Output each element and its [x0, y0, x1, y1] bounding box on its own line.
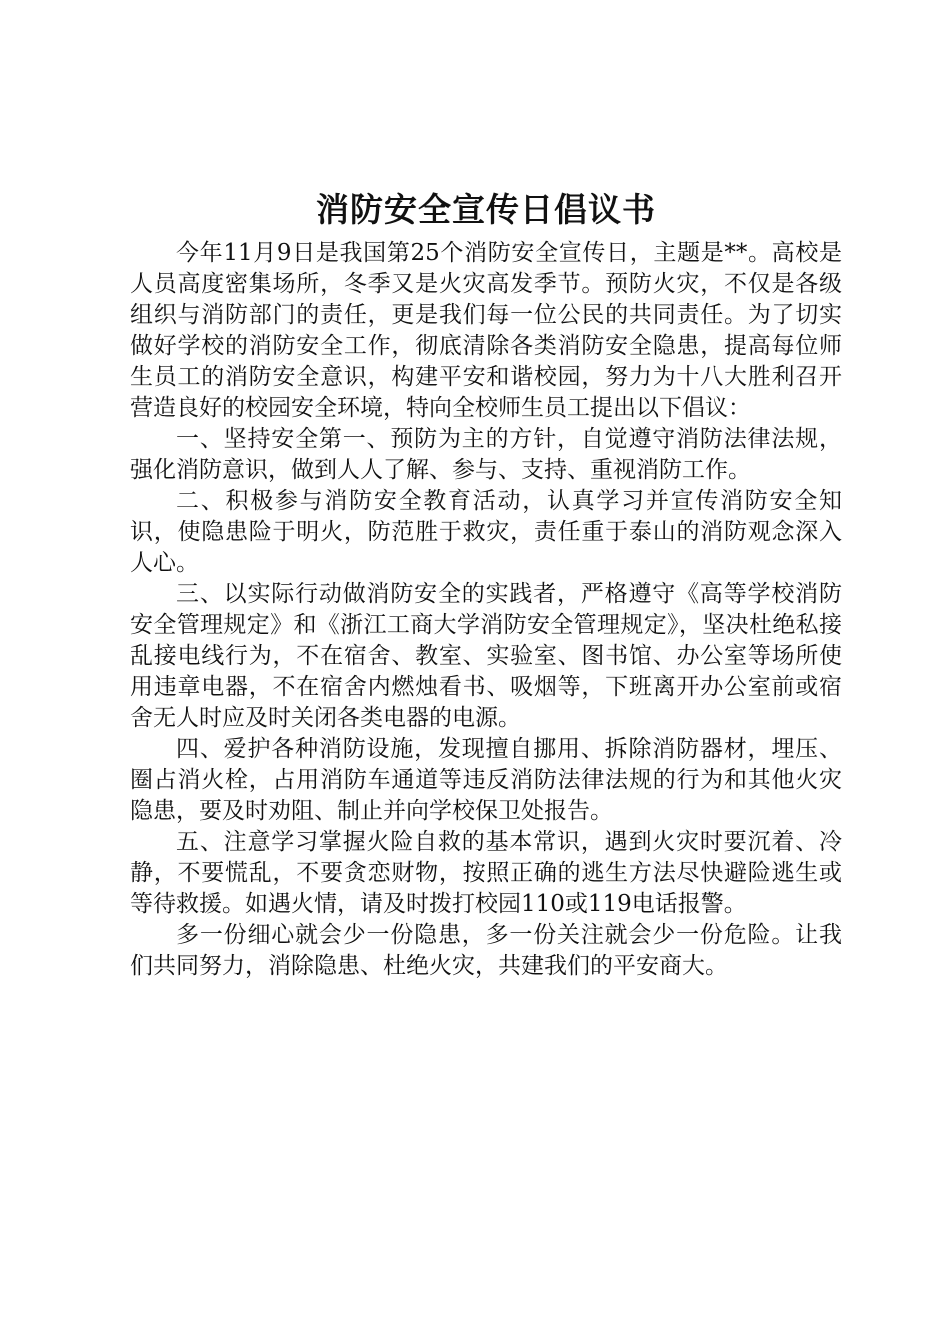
- document-title: 消防安全宣传日倡议书: [316, 190, 656, 229]
- paragraph-intro: 今年11月9日是我国第25个消防安全宣传日，主题是**。高校是人员高度密集场所，冬季又是火灾高发季节。预防火灾，不仅是各级组织与消防部门的责任，更是我们每一位公民的共同责任。为了切实做好学校的消防安全工作，彻底清除各类消防安全隐患，提高每位师生员工的消防安全意识，构建平安和谐校园，努力为十八大胜利召开营造良好的校园安全环境，特向全校师生员工提出以下倡议：: [130, 240, 842, 421]
- paragraph-item-2: 二、积极参与消防安全教育活动，认真学习并宣传消防安全知识，使隐患险于明火，防范胜于救灾，责任重于泰山的消防观念深入人心。: [130, 488, 842, 576]
- paragraph-item-3: 三、以实际行动做消防安全的实践者，严格遵守《高等学校消防安全管理规定》和《浙江工商大学消防安全管理规定》，坚决杜绝私接乱接电线行为，不在宿舍、教室、实验室、图书馆、办公室等场所使用违章电器，不在宿舍内燃烛看书、吸烟等，下班离开办公室前或宿舍无人时应及时关闭各类电器的电源。: [130, 581, 842, 731]
- paragraph-item-5: 五、注意学习掌握火险自救的基本常识，遇到火灾时要沉着、冷静，不要慌乱，不要贪恋财物，按照正确的逃生方法尽快避险逃生或等待救援。如遇火情，请及时拨打校园110或119电话报警。: [130, 829, 842, 917]
- document-page: [130, 188, 842, 982]
- paragraph-item-4: 四、爱护各种消防设施，发现擅自挪用、拆除消防器材，埋压、圈占消火栓，占用消防车通道等违反消防法律法规的行为和其他火灾隐患，要及时劝阻、制止并向学校保卫处报告。: [130, 736, 842, 824]
- paragraph-item-1: 一、坚持安全第一、预防为主的方针，自觉遵守消防法律法规，强化消防意识，做到人人了解、参与、支持、重视消防工作。: [130, 426, 842, 483]
- paragraph-closing: 多一份细心就会少一份隐患，多一份关注就会少一份危险。让我们共同努力，消除隐患、杜绝火灾，共建我们的平安商大。: [130, 922, 842, 979]
